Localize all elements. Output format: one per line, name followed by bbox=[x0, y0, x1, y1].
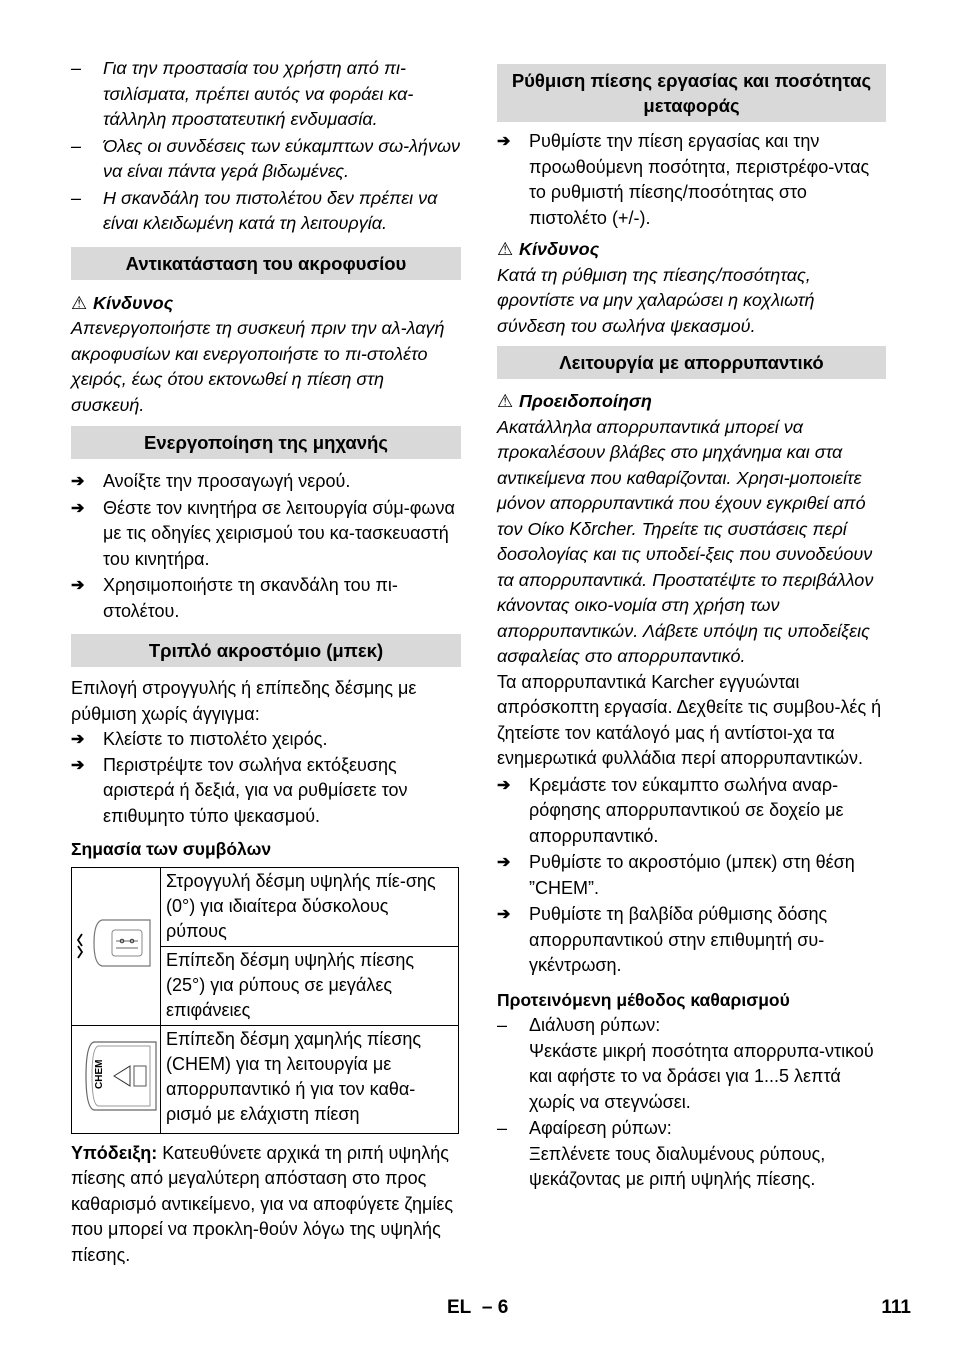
step-item: ➔ Ρυθμίστε τη βαλβίδα ρύθμισης δόσης απορρυπαντικού στην επιθυμητή συ-γκέντρωση. bbox=[497, 904, 828, 975]
section-heading: Τριπλό ακροστόμιο (μπεκ) bbox=[71, 634, 461, 667]
arrow-icon: ➔ bbox=[71, 731, 85, 748]
dash-icon: – bbox=[497, 1015, 508, 1035]
method-title: Προτεινόμενη μέθοδος καθαρισμού bbox=[497, 989, 790, 1010]
list-item: – Η σκανδάλη του πιστολέτου δεν πρέπει να είναι κλειδωμένη κατά τη λειτουργία. bbox=[71, 187, 438, 233]
arrow-icon: ➔ bbox=[497, 776, 511, 794]
warning-icon: ⚠ bbox=[497, 391, 514, 411]
method-text: Ψεκάστε μικρή ποσότητα απορρυπα-ντικού και αφήστε το να δράσει για 1...5 λεπτά χωρίς να στεγνώσει. bbox=[529, 1040, 874, 1112]
method-item: – Διάλυση ρύπων: bbox=[497, 1013, 886, 1039]
step-item: ➔ Ρυθμίστε το ακροστόμιο (μπεκ) στη θέση ”CHEM”. bbox=[497, 852, 855, 898]
nozzle-chem-figure bbox=[72, 1025, 161, 1133]
danger-label: ⚠ Κίνδυνος bbox=[497, 237, 886, 263]
list-item: – Για την προστασία του χρήστη από πι-τσιλίσματα, πρέπει αυτός να φοράει κα-τάλληλη προστατευτική ενδυμασία. bbox=[71, 58, 414, 129]
note-paragraph: Υπόδειξη: Κατευθύνετε αρχικά τη ριπή υψηλής πίεσης από μεγαλύτερη απόσταση στο προς καθαρισμό αντικείμενο, για να αποφύγετε ζημίες που μπορεί να προκλη-θούν λόγω της υψηλής πίεσης. bbox=[71, 1142, 454, 1265]
dash-icon: – bbox=[71, 135, 82, 156]
note-label: Υπόδειξη: bbox=[71, 1142, 158, 1163]
arrow-icon: ➔ bbox=[71, 577, 85, 594]
rotate-nozzle-icon bbox=[72, 908, 160, 978]
arrow-icon: ➔ bbox=[497, 906, 511, 923]
dash-icon: – bbox=[71, 187, 82, 208]
section-heading: Αντικατάσταση του ακροφυσίου bbox=[71, 247, 461, 280]
step-item: ➔ Ρυθμίστε την πίεση εργασίας και την προωθούμενη ποσότητα, περιστρέφο-ντας το ρυθμιστή πίεσης/ποσότητας στο πιστολέτο (+/-). bbox=[497, 131, 870, 228]
method-text: Ξεπλένετε τους διαλυμένους ρύπους, ψεκάζοντας με ριπή υψηλής πίεσης. bbox=[529, 1143, 826, 1189]
method-item: – Αφαίρεση ρύπων: bbox=[497, 1116, 886, 1142]
right-column bbox=[497, 64, 886, 1193]
page-number: 111 bbox=[881, 1297, 911, 1318]
dash-icon: – bbox=[497, 1118, 508, 1138]
nozzle-high-pressure-figure bbox=[72, 867, 161, 1025]
symbols-table bbox=[71, 867, 459, 1134]
step-item: ➔ Ανοίξτε την προσαγωγή νερού. bbox=[71, 469, 461, 495]
symbol-description: Στρογγυλή δέσμη υψηλής πίε-σης (0°) για ιδιαίτερα δύσκολους ρύπους bbox=[161, 867, 459, 946]
symbol-description: Επίπεδη δέσμη χαμηλής πίεσης (CHEM) για τη λειτουργία με απορρυπαντικό ή για τον καθα-ρισμό με ελάχιστη πίεση bbox=[161, 1025, 459, 1133]
arrow-icon: ➔ bbox=[497, 133, 511, 150]
chem-nozzle-icon bbox=[72, 1026, 160, 1126]
intro-text: Επιλογή στρογγυλής ή επίπεδης δέσμης με ρύθμιση χωρίς άγγιγμα: bbox=[71, 678, 417, 724]
section-heading: Λειτουργία με απορρυπαντικό bbox=[497, 346, 886, 379]
danger-text: Κατά τη ρύθμιση της πίεσης/ποσότητας, φροντίστε να μην χαλαρώσει η κοχλιωτή σύνδεση του σωλήνα ψεκασμού. bbox=[497, 264, 815, 336]
warning-icon: ⚠ bbox=[497, 239, 514, 259]
chem-label: CHEM bbox=[94, 1059, 105, 1089]
step-item: ➔ Κρεμάστε τον εύκαμπτο σωλήνα αναρ-ρόφησης απορρυπαντικού σε δοχείο με απορρυπαντικό. bbox=[497, 774, 844, 846]
arrow-icon: ➔ bbox=[71, 473, 85, 490]
warning-text: Ακατάλληλα απορρυπαντικά μπορεί να προκαλέσουν βλάβες στο μηχάνημα και στα αντικείμενα που καθαρίζονται. Χρησι-μοποιείτε μόνον απορρυπαντικά που έχουν εγκριθεί από τον Οίκο Kδrcher. Τηρείτε τις συστάσεις περί δοσολογίας και τις υποδεί-ξεις που συνοδεύουν τα απορρυπαντικά. Προστατέψτε το περιβάλλον κάνοντας οικο-νομία στη χρήση των απορρυπαντικών. Λάβετε υπόψη τις υποδείξεις ασφαλείας στο απορρυπαντικό. bbox=[497, 416, 874, 666]
symbols-title: Σημασία των συμβόλων bbox=[71, 839, 272, 859]
footer-page-label: EL – 6 bbox=[447, 1297, 509, 1318]
warning-icon: ⚠ bbox=[71, 292, 88, 313]
dash-icon: – bbox=[71, 58, 82, 78]
section-heading: Ενεργοποίηση της μηχανής bbox=[71, 426, 461, 459]
step-item: ➔ Θέστε τον κινητήρα σε λειτουργία σύμ-φωνα με τις οδηγίες χειρισμού του κα-τασκευαστή του κινητήρα. bbox=[71, 497, 455, 569]
arrow-icon: ➔ bbox=[71, 499, 85, 517]
step-item: ➔ Κλείστε το πιστολέτο χειρός. bbox=[71, 727, 461, 753]
arrow-icon: ➔ bbox=[71, 756, 85, 774]
section-heading: Ρύθμιση πίεσης εργασίας και ποσότητας μεταφοράς bbox=[497, 64, 886, 122]
danger-label: ⚠ Κίνδυνος bbox=[71, 291, 461, 317]
step-item: ➔ Περιστρέψτε τον σωλήνα εκτόξευσης αριστερά ή δεξιά, για να ρυθμίσετε τον επιθυμητο τύπο ψεκασμού. bbox=[71, 754, 408, 826]
left-column bbox=[71, 56, 461, 1268]
symbol-description: Επίπεδη δέσμη υψηλής πίεσης (25°) για ρύπους σε μεγάλες επιφάνειες bbox=[161, 946, 459, 1025]
warning-label: ⚠ Προειδοποίηση bbox=[497, 389, 886, 415]
danger-text: Απενεργοποιήστε τη συσκευή πριν την αλ-λαγή ακροφυσίων και ενεργοποιήστε το πι-στολέτο χειρός, έως ότου εκτονωθεί η πίεση στη συσκευή. bbox=[71, 318, 445, 415]
arrow-icon: ➔ bbox=[497, 854, 511, 871]
step-item: ➔ Χρησιμοποιήστε τη σκανδάλη του πι-στολέτου. bbox=[71, 575, 398, 621]
body-text: Τα απορρυπαντικά Karcher εγγυώνται απρόσκοπτη εργασία. Δεχθείτε τις συμβου-λές ή ζητείστε τον κατάλογό μας ή αντίστοι-χα τα ενημερωτικά φυλλάδια περί απορρυπαντικών. bbox=[497, 671, 882, 768]
list-item: – Όλες οι συνδέσεις των εύκαμπτων σω-λήνων να είναι πάντα γερά βιδωμένες. bbox=[71, 135, 461, 181]
